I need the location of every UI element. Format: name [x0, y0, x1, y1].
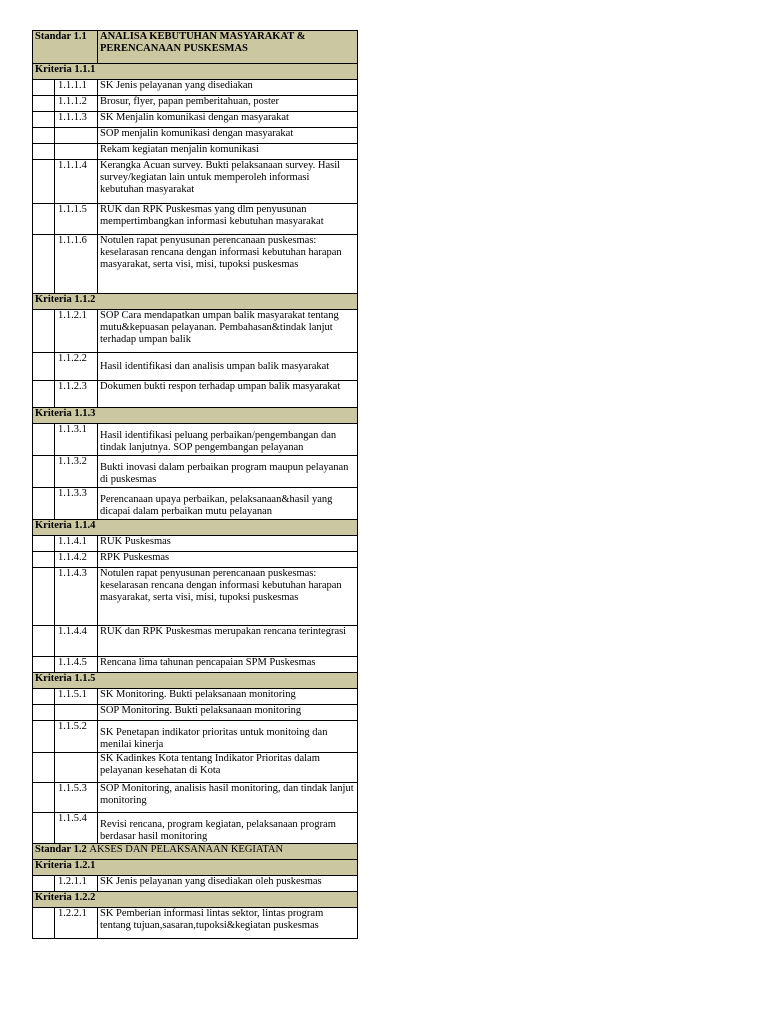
item-text: SOP Monitoring. Bukti pelaksanaan monitoring: [98, 705, 358, 721]
table-row: [33, 80, 358, 96]
table-row: [33, 876, 358, 892]
table-row: [33, 626, 358, 657]
standard-row: [33, 31, 358, 64]
item-text: Brosur, flyer, papan pemberitahuan, poster: [98, 96, 358, 112]
item-code: 1.2.2.1: [55, 908, 98, 939]
table-row: [33, 552, 358, 568]
item-code: 1.1.4.4: [55, 626, 98, 657]
item-text: SOP Cara mendapatkan umpan balik masyarakat tentang mutu&kepuasan pelayanan. Pembahasan&tindak lanjut terhadap umpan balik: [98, 310, 358, 353]
item-text: SK Jenis pelayanan yang disediakan: [98, 80, 358, 96]
table-row: [33, 908, 358, 939]
item-text: Kerangka Acuan survey. Bukti pelaksanaan survey. Hasil survey/kegiatan lain untuk memperoleh informasi kebutuhan masyarakat: [98, 160, 358, 204]
table-row: [33, 568, 358, 626]
table-row: [33, 310, 358, 353]
table-row: [33, 144, 358, 160]
item-code: [55, 705, 98, 721]
item-code: 1.1.5.1: [55, 689, 98, 705]
blank-cell: [33, 753, 55, 783]
blank-cell: [33, 353, 55, 381]
criteria-row: [33, 892, 358, 908]
item-code: 1.2.1.1: [55, 876, 98, 892]
table-row: [33, 235, 358, 294]
table-row: [33, 112, 358, 128]
item-text: Rencana lima tahunan pencapaian SPM Puskesmas: [98, 657, 358, 673]
blank-cell: [33, 204, 55, 235]
blank-cell: [33, 783, 55, 813]
item-text: RUK dan RPK Puskesmas merupakan rencana terintegrasi: [98, 626, 358, 657]
item-text: RUK dan RPK Puskesmas yang dlm penyusunan mempertimbangkan informasi kebutuhan masyarakat: [98, 204, 358, 235]
item-code: 1.1.1.1: [55, 80, 98, 96]
item-text: Bukti inovasi dalam perbaikan program maupun pelayanan di puskesmas: [98, 456, 358, 488]
item-code: 1.1.5.4: [55, 813, 98, 844]
item-text: Rekam kegiatan menjalin komunikasi: [98, 144, 358, 160]
item-code: [55, 144, 98, 160]
item-code: 1.1.1.2: [55, 96, 98, 112]
table-row: [33, 424, 358, 456]
item-text: RUK Puskesmas: [98, 536, 358, 552]
blank-cell: [33, 657, 55, 673]
item-text: SK Menjalin komunikasi dengan masyarakat: [98, 112, 358, 128]
item-code: 1.1.4.1: [55, 536, 98, 552]
standard-heading: [33, 844, 358, 860]
item-code: 1.1.4.3: [55, 568, 98, 626]
table-row: [33, 353, 358, 381]
criteria-label: Kriteria 1.1.1: [33, 64, 358, 80]
criteria-label: Kriteria 1.1.3: [33, 408, 358, 424]
item-code: 1.1.2.3: [55, 381, 98, 408]
criteria-row: [33, 294, 358, 310]
blank-cell: [33, 568, 55, 626]
item-code: 1.1.1.6: [55, 235, 98, 294]
blank-cell: [33, 689, 55, 705]
item-code: 1.1.3.2: [55, 456, 98, 488]
item-text: SOP Monitoring, analisis hasil monitoring, dan tindak lanjut monitoring: [98, 783, 358, 813]
blank-cell: [33, 381, 55, 408]
blank-cell: [33, 552, 55, 568]
blank-cell: [33, 424, 55, 456]
requirements-table: [32, 30, 358, 939]
standard-title: ANALISA KEBUTUHAN MASYARAKAT & PERENCANAAN PUSKESMAS: [98, 31, 358, 64]
blank-cell: [33, 536, 55, 552]
blank-cell: [33, 128, 55, 144]
item-text: SK Penetapan indikator prioritas untuk monitoing dan menilai kinerja: [98, 721, 358, 753]
item-code: [55, 753, 98, 783]
table-row: [33, 128, 358, 144]
item-code: 1.1.4.5: [55, 657, 98, 673]
criteria-label: Kriteria 1.1.2: [33, 294, 358, 310]
blank-cell: [33, 160, 55, 204]
blank-cell: [33, 112, 55, 128]
item-text: SK Monitoring. Bukti pelaksanaan monitoring: [98, 689, 358, 705]
item-text: SK Jenis pelayanan yang disediakan oleh puskesmas: [98, 876, 358, 892]
criteria-row: [33, 860, 358, 876]
table-row: [33, 721, 358, 753]
item-code: 1.1.2.2: [55, 353, 98, 381]
item-text: Notulen rapat penyusunan perencanaan puskesmas: keselarasan rencana dengan informasi kebutuhan harapan masyarakat, serta visi, misi, tupoksi puskesmas: [98, 568, 358, 626]
table-row: [33, 488, 358, 520]
item-code: 1.1.5.3: [55, 783, 98, 813]
blank-cell: [33, 96, 55, 112]
table-row: [33, 705, 358, 721]
item-code: 1.1.1.3: [55, 112, 98, 128]
table-row: [33, 753, 358, 783]
criteria-row: [33, 673, 358, 689]
item-text: Dokumen bukti respon terhadap umpan balik masyarakat: [98, 381, 358, 408]
blank-cell: [33, 721, 55, 753]
item-code: 1.1.2.1: [55, 310, 98, 353]
table-row: [33, 96, 358, 112]
criteria-row: [33, 64, 358, 80]
table-row: [33, 160, 358, 204]
blank-cell: [33, 626, 55, 657]
blank-cell: [33, 235, 55, 294]
criteria-label: Kriteria 1.1.5: [33, 673, 358, 689]
table-row: [33, 536, 358, 552]
blank-cell: [33, 908, 55, 939]
blank-cell: [33, 488, 55, 520]
standard-label: Standar 1.2: [35, 844, 87, 855]
criteria-label: Kriteria 1.2.2: [33, 892, 358, 908]
standard-row: [33, 844, 358, 860]
item-text: Perencanaan upaya perbaikan, pelaksanaan&hasil yang dicapai dalam perbaikan mutu pelayanan: [98, 488, 358, 520]
item-code: 1.1.4.2: [55, 552, 98, 568]
standard-title: AKSES DAN PELAKSANAAN KEGIATAN: [89, 844, 284, 855]
item-text: SOP menjalin komunikasi dengan masyarakat: [98, 128, 358, 144]
table-row: [33, 689, 358, 705]
table-row: [33, 657, 358, 673]
blank-cell: [33, 310, 55, 353]
table-row: [33, 813, 358, 844]
item-text: Hasil identifikasi peluang perbaikan/pengembangan dan tindak lanjutnya. SOP pengembangan pelayanan: [98, 424, 358, 456]
item-text: Hasil identifikasi dan analisis umpan balik masyarakat: [98, 353, 358, 381]
item-code: 1.1.1.5: [55, 204, 98, 235]
blank-cell: [33, 80, 55, 96]
item-code: 1.1.5.2: [55, 721, 98, 753]
table-row: [33, 381, 358, 408]
standard-label: Standar 1.1: [33, 31, 98, 64]
table-row: [33, 456, 358, 488]
blank-cell: [33, 813, 55, 844]
blank-cell: [33, 456, 55, 488]
blank-cell: [33, 144, 55, 160]
item-code: 1.1.3.1: [55, 424, 98, 456]
item-text: Notulen rapat penyusunan perencanaan puskesmas: keselarasan rencana dengan informasi kebutuhan harapan masyarakat, serta visi, misi, tupoksi puskesmas: [98, 235, 358, 294]
item-text: RPK Puskesmas: [98, 552, 358, 568]
item-code: [55, 128, 98, 144]
item-text: SK Pemberian informasi lintas sektor, lintas program tentang tujuan,sasaran,tupoksi&kegiatan puskesmas: [98, 908, 358, 939]
criteria-row: [33, 520, 358, 536]
table-row: [33, 204, 358, 235]
item-text: Revisi rencana, program kegiatan, pelaksanaan program berdasar hasil monitoring: [98, 813, 358, 844]
table-row: [33, 783, 358, 813]
criteria-label: Kriteria 1.1.4: [33, 520, 358, 536]
blank-cell: [33, 705, 55, 721]
blank-cell: [33, 876, 55, 892]
criteria-row: [33, 408, 358, 424]
item-code: 1.1.3.3: [55, 488, 98, 520]
criteria-label: Kriteria 1.2.1: [33, 860, 358, 876]
item-code: 1.1.1.4: [55, 160, 98, 204]
item-text: SK Kadinkes Kota tentang Indikator Prioritas dalam pelayanan kesehatan di Kota: [98, 753, 358, 783]
